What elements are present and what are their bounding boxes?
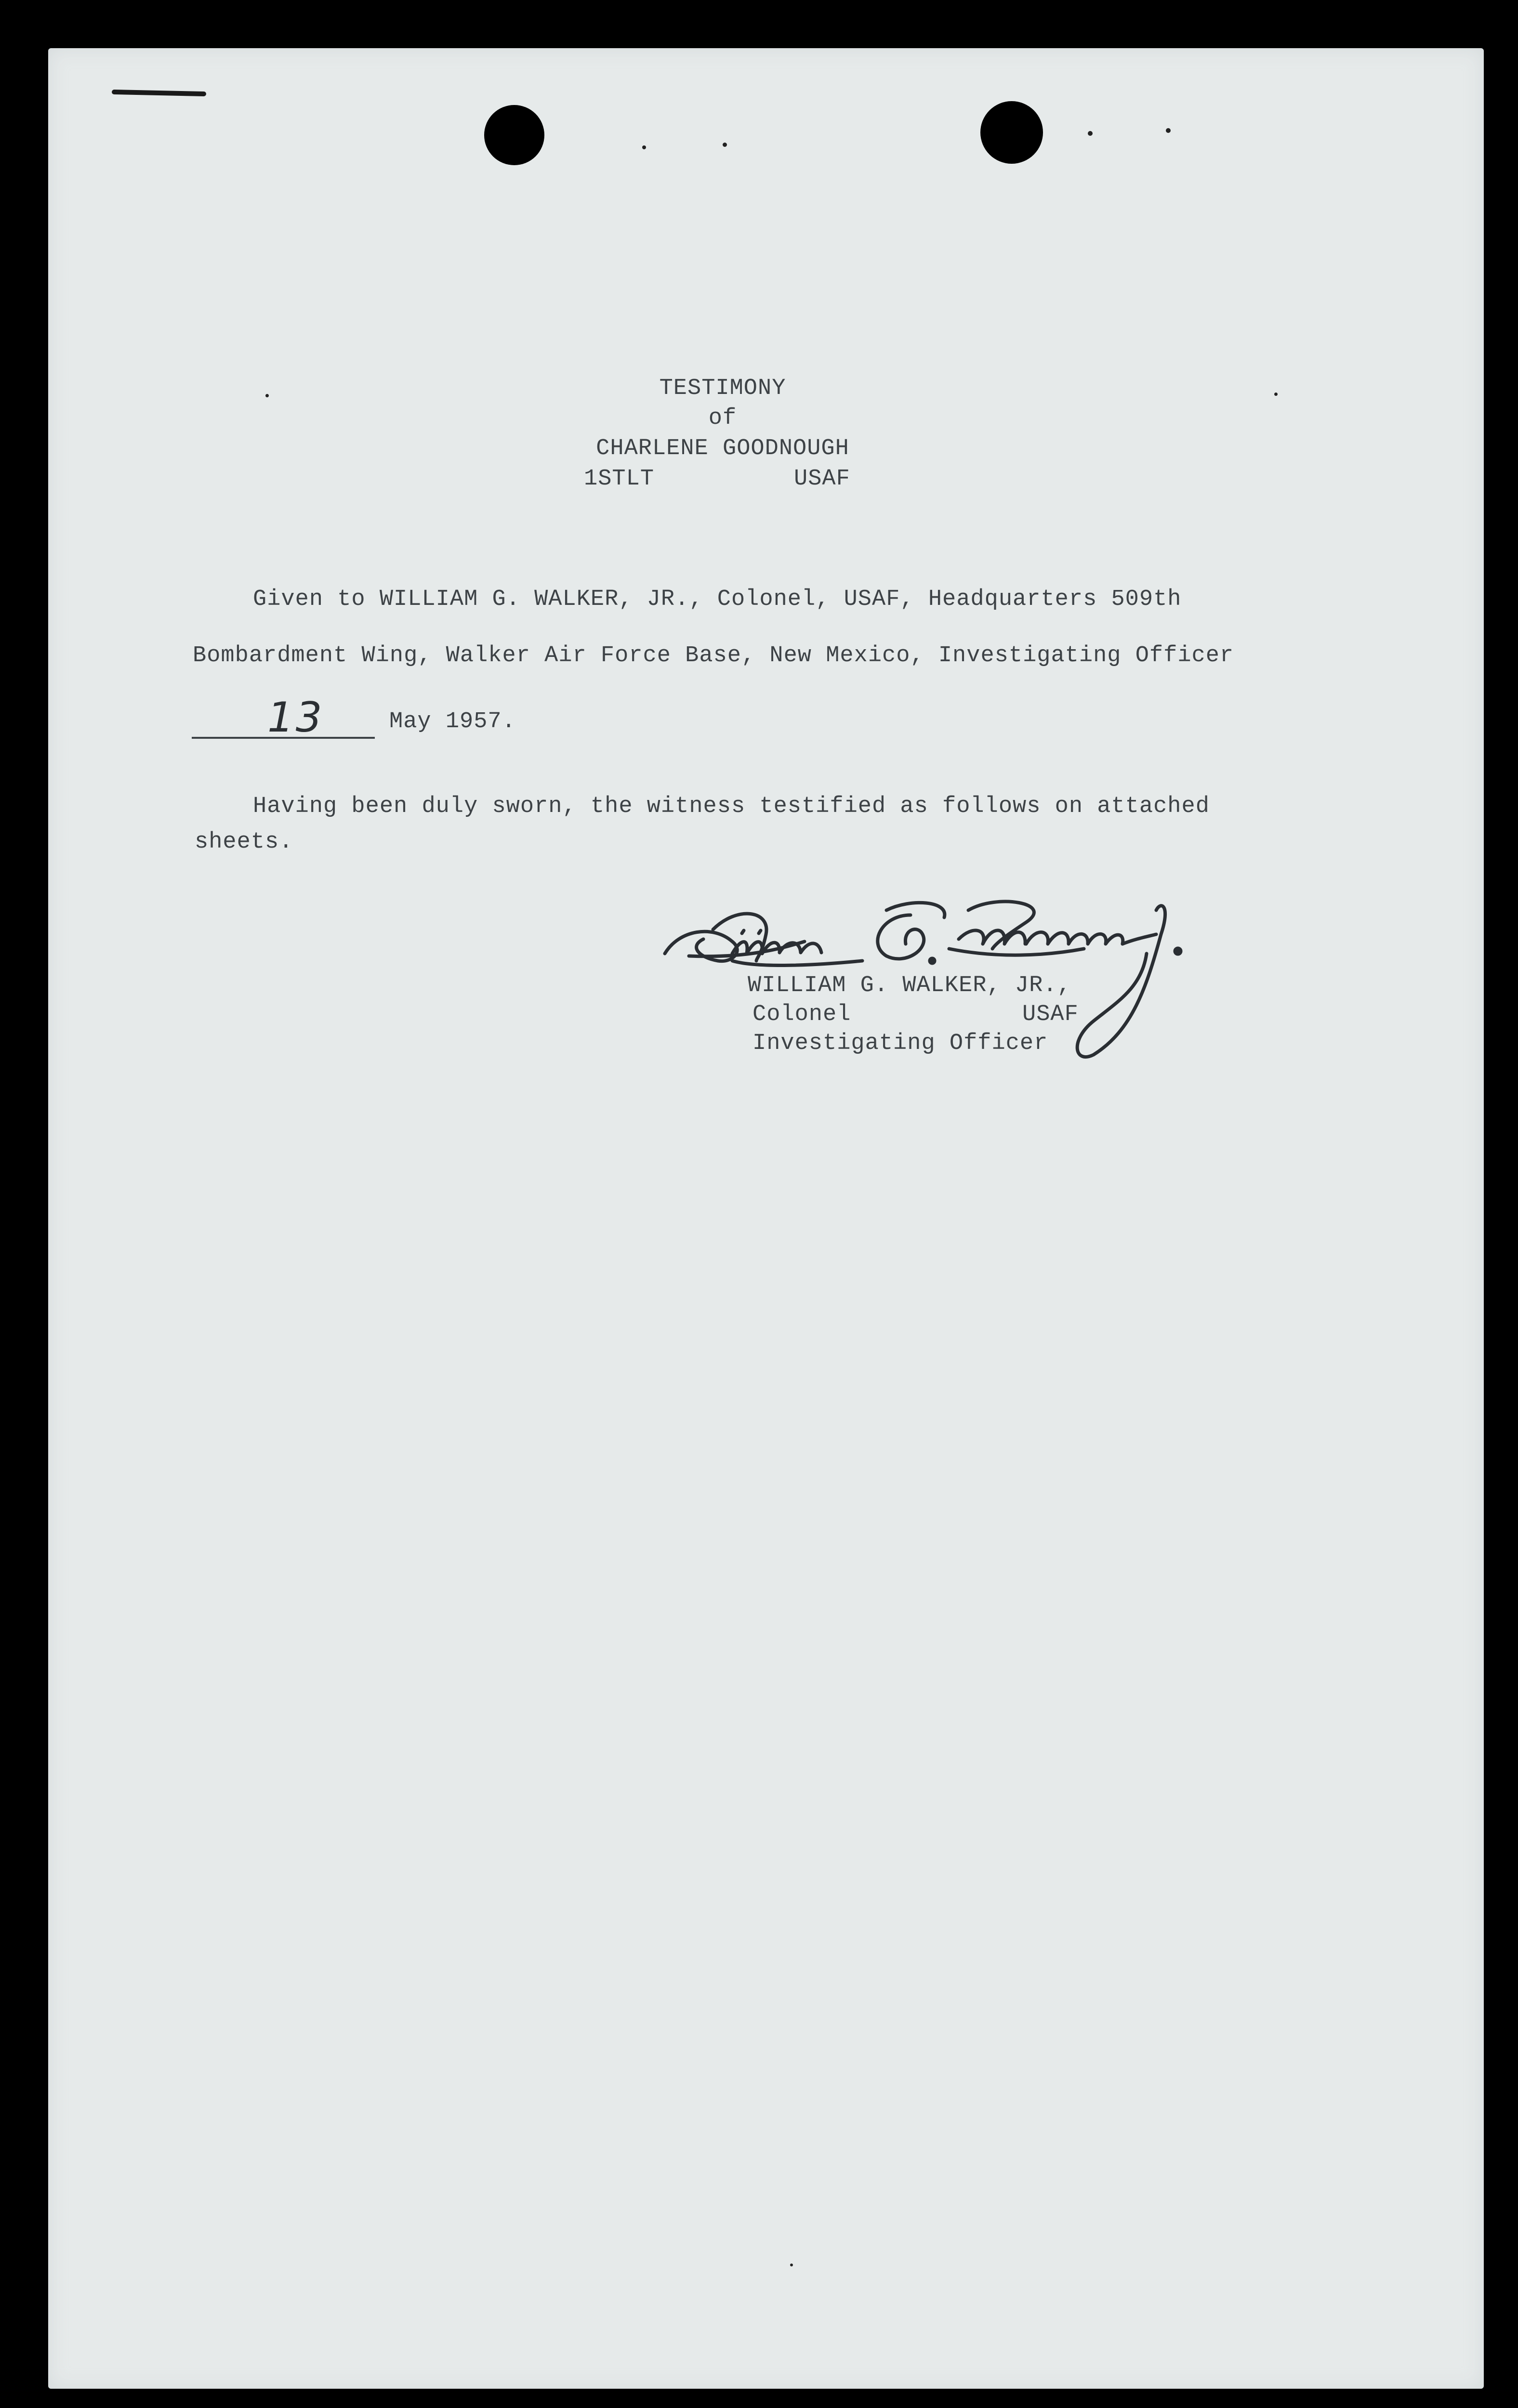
date-day-handwritten: 13 <box>267 694 324 742</box>
heading-testimony: TESTIMONY <box>659 376 786 401</box>
speck <box>1274 393 1278 396</box>
speck <box>642 145 646 149</box>
heading-witness-service: USAF <box>794 466 850 492</box>
speck <box>790 2264 793 2266</box>
sworn-statement-line-2: sheets. <box>195 829 293 855</box>
heading-of: of <box>708 406 737 431</box>
signer-title: Investigating Officer <box>752 1031 1048 1056</box>
heading-witness-rank: 1STLT <box>584 466 655 492</box>
given-to-line-2: Bombardment Wing, Walker Air Force Base, New Mexico, Investigating Officer <box>193 643 1234 668</box>
speck <box>723 143 727 147</box>
given-to-line-1: Given to WILLIAM G. WALKER, JR., Colonel, USAF, Headquarters 509th <box>253 587 1182 612</box>
speck <box>1166 128 1171 133</box>
punch-hole-right <box>980 101 1043 164</box>
punch-hole-left <box>484 105 544 165</box>
date-month-year: May 1957. <box>389 709 516 734</box>
heading-witness-name: CHARLENE GOODNOUGH <box>596 436 849 461</box>
signer-rank: Colonel <box>752 1002 851 1027</box>
speck <box>265 394 269 397</box>
signer-name: WILLIAM G. WALKER, JR., <box>748 973 1071 998</box>
sworn-statement-line-1: Having been duly sworn, the witness testified as follows on attached <box>253 794 1210 819</box>
speck <box>1088 131 1093 136</box>
signer-service: USAF <box>1022 1002 1079 1027</box>
